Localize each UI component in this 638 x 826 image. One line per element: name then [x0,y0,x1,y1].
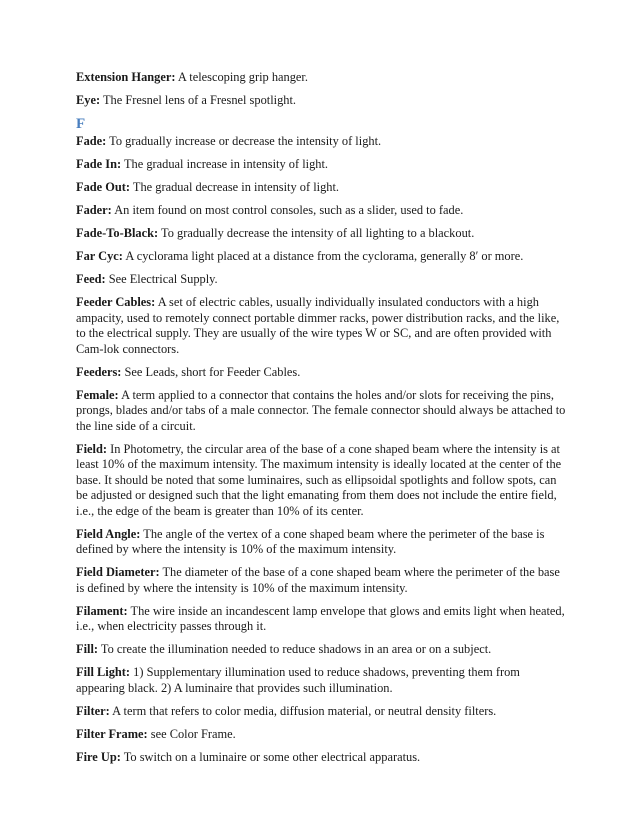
glossary-term: Field Diameter: [76,565,160,579]
glossary-entry-fader [76,203,566,219]
glossary-definition: A term that refers to color media, diffusion material, or neutral density filters. [112,703,497,718]
glossary-definition: A term applied to a connector that contains the holes and/or slots for receiving the pins, prongs, blades and/or tabs of a male connector. The female connector should always be attached to the line side of a circuit. [76,387,566,433]
glossary-entry-far-cyc [76,249,566,265]
glossary-definition: To switch on a luminaire or some other electrical apparatus. [123,749,421,764]
glossary-definition: A cyclorama light placed at a distance from the cyclorama, generally 8′ or more. [125,249,524,263]
glossary-definition: See Leads, short for Feeder Cables. [124,364,301,379]
glossary-definition: 1) Supplementary illumination used to reduce shadows, preventing them from appearing black. 2) A luminaire that provides such illumination. [76,665,520,695]
glossary-definition: In Photometry, the circular area of the base of a cone shaped beam where the intensity is at least 10% of the maximum intensity. The maximum intensity is ideally located at the center of the base. It should be noted that some luminaires, such as ellipsoidal spotlights and follow spots, can be adjusted or designed such that the light emanating from them does not include the entire field, i.e., the edge of the beam is greater than 10% of its center. [76,441,562,518]
glossary-definition: A telescoping grip hanger. [177,70,308,84]
glossary-term: Female: [76,387,119,402]
glossary-entry-fill [76,642,566,658]
glossary-term: Fade: [76,134,107,148]
glossary-term: Filter: [76,703,110,718]
glossary-definition: The wire inside an incandescent lamp envelope that glows and emits light when heated, i.e., when electricity passes through it. [76,603,565,633]
glossary-entry-fade [76,134,566,150]
glossary-page [76,70,566,773]
glossary-entry-extension-hanger [76,70,566,86]
glossary-definition: The angle of the vertex of a cone shaped beam where the perimeter of the base is defined by where the intensity is 10% of the maximum intensity. [76,526,545,556]
glossary-term: Fill Light: [76,665,131,679]
glossary-definition: The gradual decrease in intensity of light. [132,180,340,194]
glossary-entry-female [76,388,566,435]
section-letter-heading: F [76,116,86,132]
glossary-entry-fire-up [76,750,566,766]
glossary-term: Fade In: [76,157,122,171]
glossary-definition: To gradually decrease the intensity of all lighting to a blackout. [161,226,475,240]
glossary-term: Feeders: [76,364,122,379]
glossary-definition: To create the illumination needed to reduce shadows in an area or on a subject. [100,642,492,656]
glossary-term: Fire Up: [76,749,121,764]
glossary-definition: See Electrical Supply. [108,272,218,286]
glossary-term: Fade Out: [76,180,131,194]
glossary-entry-fade-to-black [76,226,566,242]
glossary-entry-fade-out [76,180,566,196]
glossary-entry-filament [76,604,566,635]
glossary-definition: The diameter of the base of a cone shaped beam where the perimeter of the base is defined by where the intensity is 10% of the maximum intensity. [76,565,560,595]
glossary-term: Feeder Cables: [76,295,156,309]
glossary-term: Fader: [76,203,112,217]
glossary-term: Field Angle: [76,526,141,541]
glossary-entry-fade-in [76,157,566,173]
glossary-definition: see Color Frame. [150,726,236,741]
glossary-term: Field: [76,441,107,456]
glossary-definition: The Fresnel lens of a Fresnel spotlight. [102,93,297,107]
glossary-definition: The gradual increase in intensity of light. [123,157,329,171]
glossary-term: Extension Hanger: [76,70,176,84]
glossary-entry-feeders [76,365,566,381]
glossary-term: Fade-To-Black: [76,226,159,240]
glossary-entry-field-angle [76,527,566,558]
glossary-term: Far Cyc: [76,249,123,263]
glossary-term: Feed: [76,272,106,286]
glossary-definition: To gradually increase or decrease the intensity of light. [109,134,382,148]
glossary-definition: An item found on most control consoles, such as a slider, used to fade. [114,203,464,217]
glossary-entry-feeder-cables [76,295,566,357]
glossary-entry-field-diameter [76,565,566,596]
glossary-entry-feed [76,272,566,288]
glossary-term: Filter Frame: [76,726,148,741]
glossary-term: Eye: [76,93,101,107]
glossary-term: Fill: [76,642,99,656]
glossary-entry-field [76,442,566,520]
glossary-entry-fill-light [76,665,566,696]
glossary-term: Filament: [76,603,128,618]
glossary-definition: A set of electric cables, usually individually insulated conductors with a high ampacity, used to remotely connect portable dimmer racks, power distribution racks, and the like, to the electrical supply. They are usually of the wire types W or SC, and are often provided with Cam-lok connectors. [76,295,560,356]
glossary-entry-eye [76,93,566,109]
glossary-entry-filter-frame [76,727,566,743]
glossary-entry-filter [76,704,566,720]
